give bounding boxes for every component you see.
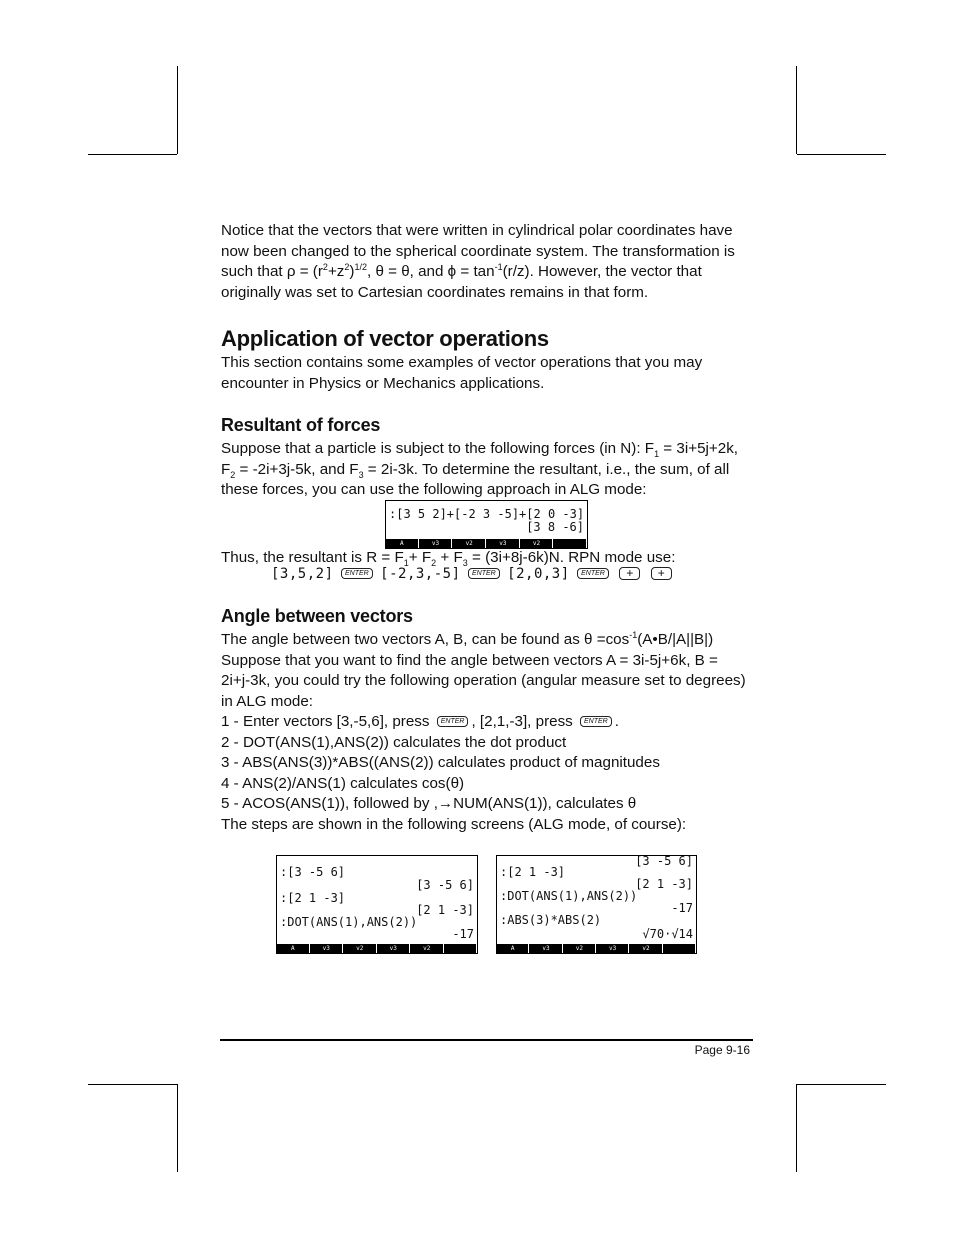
screen-line: [2 1 -3] [635,877,693,891]
softkey: v2 [564,944,596,953]
subscript: 2 [230,469,236,480]
rpn-vector: [2,0,3] [507,566,570,582]
intro-line [221,262,766,283]
crop-mark [796,1084,797,1172]
crop-mark [797,1084,886,1085]
intro-line: Notice that the vectors that were written in cylindrical polar coordinates have [221,222,733,239]
plus-key: + [619,567,640,580]
step-item: 2 - DOT(ANS(1),ANS(2)) calculates the dot product [221,733,567,751]
superscript: 2 [322,261,328,272]
angle-paragraph [221,630,766,835]
step-item [221,712,766,733]
softkey: v3 [311,944,344,953]
softkey-bar [497,944,696,953]
screen-line: :[2 1 -3] [500,865,566,879]
superscript: -1 [494,261,503,272]
resultant-line [221,439,766,460]
text: , θ = θ, and ϕ = tan [367,263,495,280]
softkey [554,539,587,548]
softkey: v2 [521,539,554,548]
text: = 2i-3k. To determine the resultant, i.e., the sum, of all [363,460,730,478]
section-intro-line: This section contains some examples of vector operations that you may [221,354,703,371]
plus-key: + [651,567,672,580]
intro-line: now been changed to the spherical coordinate system. The transformation is [221,242,735,260]
footer-rule [220,1039,753,1041]
text: Thus, the resultant is R = F [221,549,404,566]
softkey [445,944,478,953]
screen-line: :[3 5 2]+[-2 3 -5]+[2 0 -3] [389,507,585,521]
subscript: 2 [431,558,437,569]
text: The angle between two vectors A, B, can be found as θ =cos [221,631,630,648]
angle-line: 2i+j-3k, you could try the following operation (angular measure set to degrees) [221,672,746,689]
angle-line: Suppose that you want to find the angle between vectors A = 3i-5j+6k, B = [221,651,718,669]
screen-line: :DOT(ANS(1),ANS(2)) [280,915,418,929]
rpn-vector: [3,5,2] [271,566,334,582]
softkey: v3 [378,944,411,953]
text: 1 - Enter vectors [3,-5,6], press [221,713,430,730]
enter-key: ENTER [341,568,373,579]
softkey-bar [386,539,587,548]
crop-mark [177,1084,178,1172]
intro-paragraph [221,221,766,303]
screen-line: [2 1 -3] [416,903,474,917]
page-number: Page 9-16 [694,1043,750,1057]
text: +z [327,263,345,280]
text: (r/z). However, the vector that [502,263,702,280]
angle-line [221,630,766,651]
text: = 3i+5j+2k, [659,440,739,457]
subsection-title-resultant: Resultant of forces [221,415,381,435]
softkey: v2 [453,539,486,548]
subscript: 1 [654,449,660,460]
screen-line: [3 8 -6] [526,520,584,534]
resultant-line: these forces, you can use the following approach in ALG mode: [221,481,647,498]
subscript: 3 [462,558,468,569]
softkey: v2 [411,944,444,953]
text: + F [436,549,463,566]
subscript: 1 [403,558,409,569]
calculator-screen-a [276,855,478,954]
screen-line: :[2 1 -3] [280,891,346,905]
text: such that ρ = (r [221,263,323,280]
screen-line: -17 [671,901,693,915]
softkey [664,944,696,953]
softkey: v2 [630,944,662,953]
enter-key: ENTER [468,568,500,579]
screen-line: :DOT(ANS(1),ANS(2)) [500,889,638,903]
enter-key: ENTER [437,716,469,727]
resultant-line [221,460,766,481]
crop-mark [88,154,177,155]
text: , [2,1,-3], press [471,713,573,730]
softkey: A [386,539,419,548]
softkey: v3 [487,539,520,548]
calculator-screen-resultant [385,500,588,549]
crop-mark [88,1084,177,1085]
crop-mark [177,66,178,154]
softkey: A [497,944,529,953]
intro-line: originally was set to Cartesian coordinates remains in that form. [221,283,649,301]
subscript: 3 [358,469,364,480]
text: Suppose that a particle is subject to the following forces (in N): F [221,440,655,457]
enter-key: ENTER [577,568,609,579]
screen-line: [3 -5 6] [416,878,474,892]
rpn-vector: [-2,3,-5] [380,566,461,582]
subsection-title-angle: Angle between vectors [221,606,413,626]
text: + F [408,549,432,566]
text: = -2i+3j-5k, and F [235,460,359,478]
step-item: 3 - ABS(ANS(3))*ABS((ANS(2)) calculates product of magnitudes [221,754,660,771]
screen-line: √70·√14 [642,927,693,941]
step-item: 5 - ACOS(ANS(1)), followed by ,→NUM(ANS(1)), calculates θ [221,795,637,812]
section-title: Application of vector operations [221,326,549,351]
text: . [614,713,619,730]
softkey: v3 [420,539,453,548]
text: ) [349,263,355,280]
screen-line: -17 [452,927,474,941]
screen-line: [3 -5 6] [635,854,693,868]
screen-line: :[3 -5 6] [280,865,346,879]
superscript: 1/2 [354,261,367,272]
softkey: A [277,944,310,953]
softkey: v2 [344,944,377,953]
step-item: 4 - ANS(2)/ANS(1) calculates cos(θ) [221,774,465,792]
calculator-screen-b [496,855,697,954]
softkey: v3 [597,944,629,953]
superscript: -1 [629,629,638,640]
text: = (3i+8j-6k)N. RPN mode use: [467,549,676,566]
crop-mark [796,66,797,154]
angle-line: The steps are shown in the following screens (ALG mode, of course): [221,815,687,833]
resultant-paragraph [221,439,766,501]
superscript: 2 [344,261,350,272]
text: F [221,460,231,478]
softkey: v3 [530,944,562,953]
angle-line: in ALG mode: [221,692,314,710]
text: (A•B/|A||B|) [637,631,714,648]
crop-mark [797,154,886,155]
screen-line: :ABS(3)*ABS(2) [500,913,602,927]
softkey-bar [277,944,477,953]
section-intro [221,353,766,394]
enter-key: ENTER [580,716,612,727]
section-intro-line: encounter in Physics or Mechanics applications. [221,374,545,392]
rpn-keystrokes [271,565,675,583]
